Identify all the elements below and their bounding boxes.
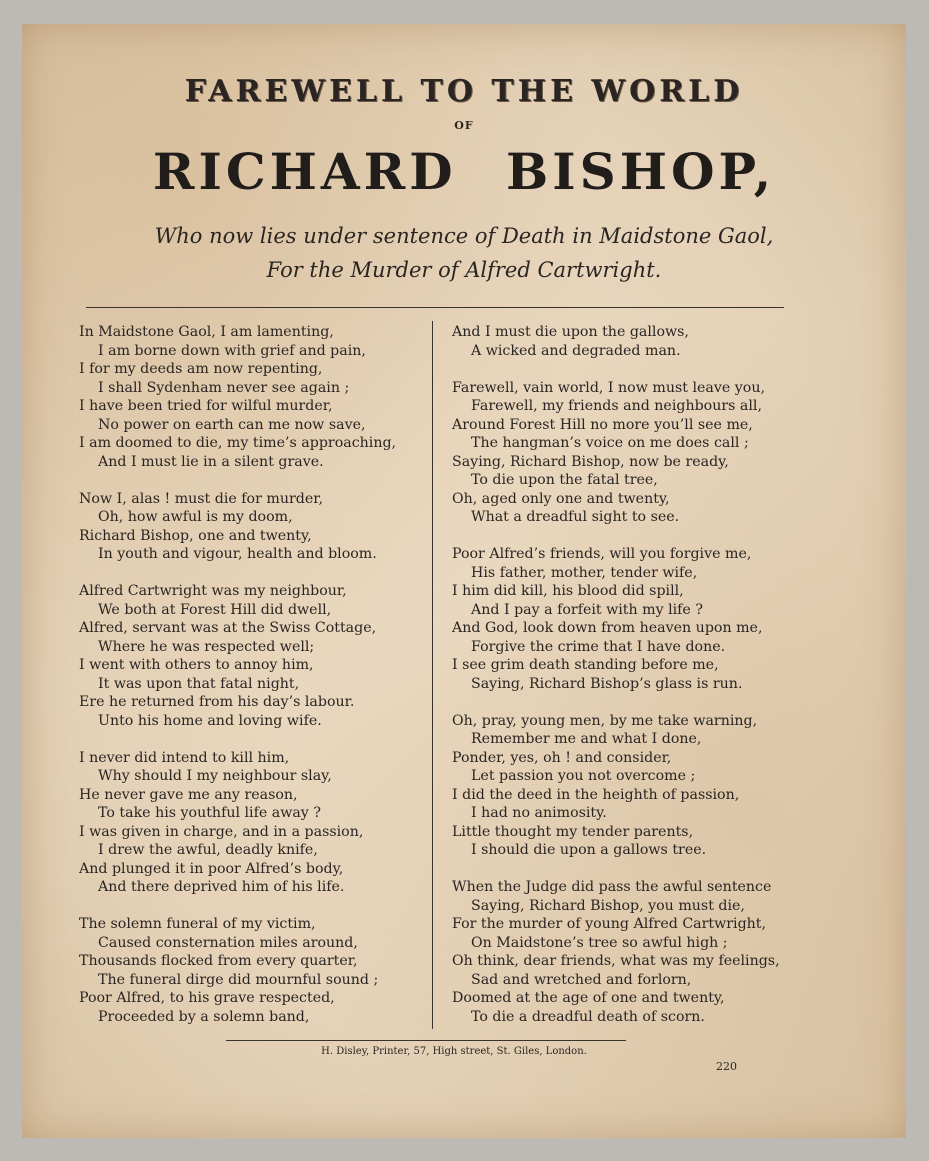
verse-line: Oh, how awful is my doom, — [98, 509, 293, 525]
verse-line: In youth and vigour, health and bloom. — [98, 546, 377, 562]
verse-line: Oh think, dear friends, what was my feelings, — [452, 953, 780, 969]
verse-line: His father, mother, tender wife, — [471, 564, 698, 581]
header-divider — [86, 307, 784, 308]
stanza — [452, 545, 780, 693]
title-of: OF — [454, 119, 474, 132]
printer-text: H. Disley, Printer, 57, High street, St. Giles, London. — [321, 1046, 587, 1057]
verse-line: Alfred, servant was at the Swiss Cottage, — [79, 620, 377, 636]
verse-line: I did the deed in the heighth of passion, — [452, 786, 740, 803]
verse-line: Why should I my neighbour slay, — [98, 768, 332, 784]
verse-line: And I must lie in a silent grave. — [98, 453, 324, 470]
stanza — [79, 915, 396, 1026]
page-number: 220 — [716, 1060, 737, 1073]
verse-line: To take his youthful life away ? — [98, 805, 321, 821]
title-name: RICHARD BISHOP, — [152, 142, 776, 201]
verse-line: Saying, Richard Bishop, you must die, — [471, 897, 745, 914]
printer-imprint — [22, 1046, 906, 1057]
verse-line: I was given in charge, and in a passion, — [79, 823, 364, 840]
stanza — [79, 582, 396, 730]
verse-line: I am borne down with grief and pain, — [98, 342, 366, 359]
verse-line: On Maidstone’s tree so awful high ; — [471, 934, 728, 951]
verse-line: Farewell, my friends and neighbours all, — [471, 398, 762, 414]
verse-line: I have been tried for wilful murder, — [79, 398, 333, 414]
verse-line: I had no animosity. — [471, 805, 607, 821]
verse-line: For the murder of young Alfred Cartwright, — [452, 916, 767, 932]
verse-line: Poor Alfred’s friends, will you forgive me, — [452, 546, 752, 562]
verse-line: Alfred Cartwright was my neighbour, — [79, 583, 347, 599]
verse-line: Remember me and what I done, — [471, 731, 702, 747]
stanza — [452, 712, 780, 860]
verse-line: I should die upon a gallows tree. — [471, 842, 707, 858]
footer-divider — [226, 1040, 626, 1041]
verse-line: I never did intend to kill him, — [79, 749, 290, 766]
verse-line: Richard Bishop, one and twenty, — [79, 527, 312, 544]
broadside-sheet — [22, 24, 906, 1138]
verse-line: He never gave me any reason, — [79, 786, 298, 803]
verse-line: Oh, pray, young men, by me take warning, — [452, 712, 758, 729]
verse-line: Poor Alfred, to his grave respected, — [79, 990, 335, 1006]
stanza — [79, 749, 396, 897]
verse-line: I for my deeds am now repenting, — [79, 361, 323, 377]
verse-line: Saying, Richard Bishop’s glass is run. — [471, 675, 743, 692]
verse-line: When the Judge did pass the awful sentence — [452, 879, 772, 895]
verse-line: Now I, alas ! must die for murder, — [79, 490, 323, 507]
verse-line: I him did kill, his blood did spill, — [452, 583, 684, 599]
verse-line: Let passion you not overcome ; — [471, 768, 696, 784]
verse-line: The funeral dirge did mournful sound ; — [98, 971, 379, 988]
verse-line: It was upon that fatal night, — [98, 675, 300, 692]
subtitle-line-2: For the Murder of Alfred Cartwright. — [266, 258, 662, 282]
verse-line: I drew the awful, deadly knife, — [98, 842, 318, 858]
verse-line: Ponder, yes, oh ! and consider, — [452, 749, 672, 766]
verse-line: And God, look down from heaven upon me, — [452, 620, 763, 636]
verse-line: And there deprived him of his life. — [98, 879, 345, 895]
verse-line: Around Forest Hill no more you’ll see me, — [452, 416, 753, 433]
verse-line: The solemn funeral of my victim, — [79, 916, 316, 932]
stanza — [79, 490, 396, 564]
verse-line: Thousands flocked from every quarter, — [79, 953, 358, 969]
verse-line: Little thought my tender parents, — [452, 823, 694, 840]
verse-line: In Maidstone Gaol, I am lamenting, — [79, 324, 334, 340]
verse-line: Farewell, vain world, I now must leave you, — [452, 379, 765, 396]
verse-line: I shall Sydenham never see again ; — [98, 379, 350, 396]
verse-line: Caused consternation miles around, — [98, 934, 358, 951]
verse-line: And I must die upon the gallows, — [452, 324, 689, 340]
stanza — [452, 878, 780, 1026]
verse-line: Ere he returned from his day’s labour. — [79, 694, 355, 710]
title-top: FAREWELL TO THE WORLD — [184, 74, 744, 109]
subtitle-line-1: Who now lies under sentence of Death in Maidstone Gaol, — [154, 224, 774, 248]
verse-line: No power on earth can me now save, — [98, 416, 366, 433]
verse-line: Saying, Richard Bishop, now be ready, — [452, 453, 729, 470]
stanza — [452, 323, 780, 360]
verse-line: To die upon the fatal tree, — [471, 472, 658, 488]
verse-line: What a dreadful sight to see. — [471, 509, 680, 525]
verse-line: Where he was respected well; — [98, 638, 315, 655]
verse-line: I am doomed to die, my time’s approaching, — [79, 435, 397, 451]
stanza — [79, 323, 396, 471]
stanza — [452, 379, 780, 527]
verse-line: Forgive the crime that I have done. — [471, 638, 726, 655]
verse-line: I see grim death standing before me, — [452, 657, 719, 673]
verse-line: Unto his home and loving wife. — [98, 712, 322, 729]
verse-line: We both at Forest Hill did dwell, — [98, 601, 332, 618]
verse-line: Proceeded by a solemn band, — [98, 1008, 310, 1025]
column-divider — [432, 321, 433, 1029]
verse-line: I went with others to annoy him, — [79, 657, 314, 673]
verse-line: Oh, aged only one and twenty, — [452, 490, 670, 507]
verse-line: The hangman’s voice on me does call ; — [471, 435, 749, 451]
verse-line: And I pay a forfeit with my life ? — [471, 601, 703, 618]
verse-line: Sad and wretched and forlorn, — [471, 971, 692, 988]
left-column — [79, 323, 396, 1045]
verse-line: And plunged it in poor Alfred’s body, — [79, 860, 344, 877]
verse-line: A wicked and degraded man. — [471, 342, 681, 359]
right-column — [452, 323, 780, 1045]
verse-line: To die a dreadful death of scorn. — [471, 1008, 705, 1025]
verse-line: Doomed at the age of one and twenty, — [452, 990, 725, 1006]
